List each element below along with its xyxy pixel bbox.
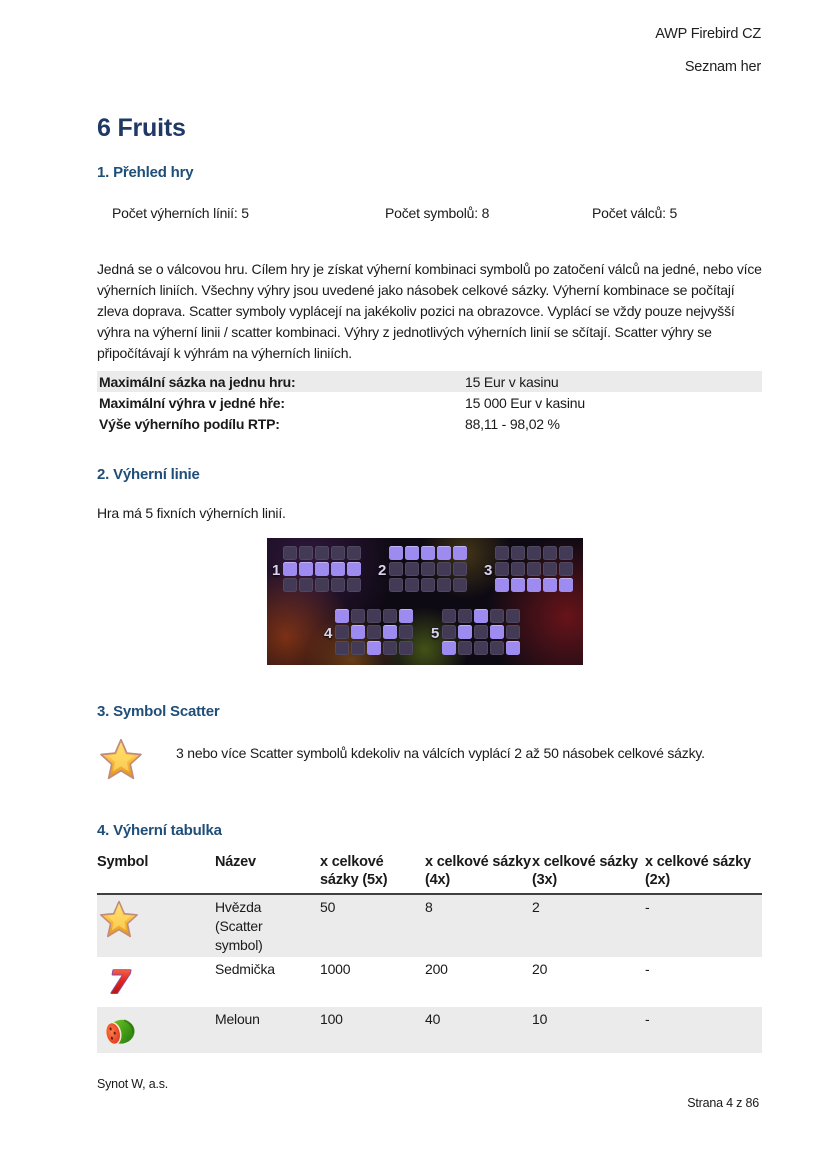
winline-number: 1: [272, 562, 281, 579]
seven-icon: [97, 957, 215, 1007]
winline-grid: [389, 546, 467, 592]
winline-cell-highlighted: [543, 578, 557, 592]
winline-cell: [283, 546, 297, 560]
payout-5x: 50: [320, 899, 336, 915]
winline-cell: [421, 562, 435, 576]
table-row: [97, 371, 762, 392]
table-row: [97, 957, 762, 1007]
limit-label: Výše výherního podílu RTP:: [99, 415, 280, 432]
winline-cell: [543, 562, 557, 576]
winline-cell: [331, 578, 345, 592]
winline-cell: [331, 546, 345, 560]
star-icon: [99, 736, 143, 787]
winline-cell-highlighted: [511, 578, 525, 592]
scatter-rule-text: 3 nebo více Scatter symbolů kdekoliv na válcích vyplácí 2 až 50 násobek celkové sázky.: [176, 745, 705, 761]
winline-cell-highlighted: [331, 562, 345, 576]
limit-label: Maximální výhra v jedné hře:: [99, 394, 285, 411]
winline-cell: [351, 609, 365, 623]
winlines-diagram: [267, 538, 583, 665]
payout-3x: 20: [532, 961, 548, 977]
winline-cell: [299, 546, 313, 560]
symbol-name: Hvězda (Scatter symbol): [215, 899, 263, 953]
winline-cell: [405, 578, 419, 592]
section-heading-winlines: 2. Výherní linie: [97, 466, 200, 483]
winline-cell: [335, 625, 349, 639]
winline-cell-highlighted: [527, 578, 541, 592]
column-header: x celkové sázky (3x): [532, 854, 638, 888]
stat-symbols: Počet symbolů: 8: [385, 205, 490, 221]
symbol-name: Meloun: [215, 1011, 260, 1027]
payout-3x: 10: [532, 1011, 548, 1027]
winline-cell-highlighted: [506, 641, 520, 655]
winline-cell: [458, 609, 472, 623]
payout-2x: -: [645, 961, 650, 977]
header-doc-title: AWP Firebird CZ: [655, 26, 761, 42]
winline-cell: [315, 578, 329, 592]
winline-cell: [367, 609, 381, 623]
column-header: Symbol: [97, 854, 149, 870]
winline-cell: [474, 641, 488, 655]
limit-value: 88,11 - 98,02 %: [465, 415, 560, 432]
winline-cell-highlighted: [442, 641, 456, 655]
winline-cell: [421, 578, 435, 592]
winline-cell: [506, 609, 520, 623]
column-header: x celkové sázky (5x): [320, 854, 388, 888]
payout-5x: 100: [320, 1011, 343, 1027]
winline-cell: [453, 578, 467, 592]
payout-2x: -: [645, 899, 650, 915]
winline-cell-highlighted: [389, 546, 403, 560]
winline-cell-highlighted: [405, 546, 419, 560]
winline-cell-highlighted: [490, 625, 504, 639]
winline-cell: [453, 562, 467, 576]
winline-cell-highlighted: [383, 625, 397, 639]
winline-cell: [389, 562, 403, 576]
winline-cell-highlighted: [347, 562, 361, 576]
winline-number: 4: [324, 625, 333, 642]
column-header: x celkové sázky (2x): [645, 854, 751, 888]
winline-cell-highlighted: [458, 625, 472, 639]
winline-cell: [335, 641, 349, 655]
payout-4x: 200: [425, 961, 448, 977]
winline-cell: [399, 641, 413, 655]
winline-cell: [347, 546, 361, 560]
payout-4x: 40: [425, 1011, 441, 1027]
game-limits-table: [97, 371, 762, 434]
document-header: [655, 26, 761, 75]
winline-number: 3: [484, 562, 493, 579]
payout-2x: -: [645, 1011, 650, 1027]
winline-cell: [405, 562, 419, 576]
winline-cell: [383, 641, 397, 655]
winline-cell-highlighted: [283, 562, 297, 576]
winline-grid: [442, 609, 520, 655]
winline-grid: [335, 609, 413, 655]
winlines-text: Hra má 5 fixních výherních linií.: [97, 505, 286, 521]
column-header: Název: [215, 854, 256, 870]
footer-company: Synot W, a.s.: [97, 1077, 169, 1091]
winline-number: 2: [378, 562, 387, 579]
winline-cell: [351, 641, 365, 655]
winline-cell: [490, 609, 504, 623]
winline-cell: [442, 625, 456, 639]
winline-cell: [559, 546, 573, 560]
svg-text:7: 7: [108, 964, 131, 1001]
column-header: x celkové sázky (4x): [425, 854, 531, 888]
winline-cell: [315, 546, 329, 560]
melon-icon: [97, 1007, 215, 1057]
winline-cell-highlighted: [559, 578, 573, 592]
winline-cell: [474, 625, 488, 639]
winline-cell: [389, 578, 403, 592]
winline-cell-highlighted: [367, 641, 381, 655]
winline-grid: [283, 546, 361, 592]
header-doc-subtitle: Seznam her: [684, 59, 761, 75]
section-heading-paytable: 4. Výherní tabulka: [97, 822, 222, 839]
winline-cell-highlighted: [495, 578, 509, 592]
payout-5x: 1000: [320, 961, 351, 977]
winline-cell: [511, 546, 525, 560]
winline-cell-highlighted: [437, 546, 451, 560]
winline-cell: [283, 578, 297, 592]
paytable: [97, 853, 762, 1053]
winline-cell: [543, 546, 557, 560]
winline-cell: [399, 625, 413, 639]
payout-3x: 2: [532, 899, 540, 915]
winline-number: 5: [431, 625, 440, 642]
footer-page-number: Strana 4 z 86: [687, 1096, 759, 1110]
winline-cell-highlighted: [299, 562, 313, 576]
page-title: 6 Fruits: [97, 114, 186, 142]
winline-cell: [383, 609, 397, 623]
winline-cell-highlighted: [453, 546, 467, 560]
winline-cell: [442, 609, 456, 623]
winline-cell: [506, 625, 520, 639]
table-row: [97, 1007, 762, 1053]
winline-cell: [367, 625, 381, 639]
payout-4x: 8: [425, 899, 433, 915]
section-heading-scatter: 3. Symbol Scatter: [97, 703, 220, 720]
winline-cell: [559, 562, 573, 576]
limit-value: 15 000 Eur v kasinu: [465, 394, 585, 411]
stat-reels: Počet válců: 5: [592, 205, 678, 221]
winline-cell-highlighted: [399, 609, 413, 623]
winline-cell: [437, 562, 451, 576]
stat-win-lines: Počet výherních línií: 5: [112, 205, 249, 221]
winline-cell-highlighted: [474, 609, 488, 623]
section-heading-overview: 1. Přehled hry: [97, 164, 194, 181]
winline-cell: [511, 562, 525, 576]
star-icon: [97, 895, 215, 957]
winline-cell: [495, 546, 509, 560]
winline-cell: [347, 578, 361, 592]
winline-cell-highlighted: [335, 609, 349, 623]
paytable-header-row: [97, 853, 762, 895]
winline-cell: [437, 578, 451, 592]
winline-cell: [458, 641, 472, 655]
winline-cell-highlighted: [351, 625, 365, 639]
table-row: [97, 392, 762, 413]
winline-cell: [495, 562, 509, 576]
winline-grid: [495, 546, 573, 592]
overview-paragraph: Jedná se o válcovou hru. Cílem hry je získat výherní kombinaci symbolů po zatočení válců na jedné, nebo více výherních liniích. Všechny výhry jsou uvedené jako násobek celkové sázky. Výherní kombinace se počítají zleva doprava. Scatter symboly vyplácejí na jakékoliv pozici na obrazovce. Vyplácí se vždy pouze nejvyšší výhra na výherní linii / scatter kombinaci. Výhry z jednotlivých výherních linií se sčítají. Scatter výhry se připočítávají k výhrám na výherních liniích.: [97, 261, 762, 361]
winline-cell: [527, 546, 541, 560]
winline-cell-highlighted: [315, 562, 329, 576]
winline-cell: [527, 562, 541, 576]
winline-cell: [299, 578, 313, 592]
symbol-name: Sedmička: [215, 961, 275, 977]
table-row: [97, 413, 762, 434]
limit-label: Maximální sázka na jednu hru:: [99, 373, 296, 390]
table-row: [97, 895, 762, 957]
limit-value: 15 Eur v kasinu: [465, 373, 559, 390]
winline-cell-highlighted: [421, 546, 435, 560]
winline-cell: [490, 641, 504, 655]
